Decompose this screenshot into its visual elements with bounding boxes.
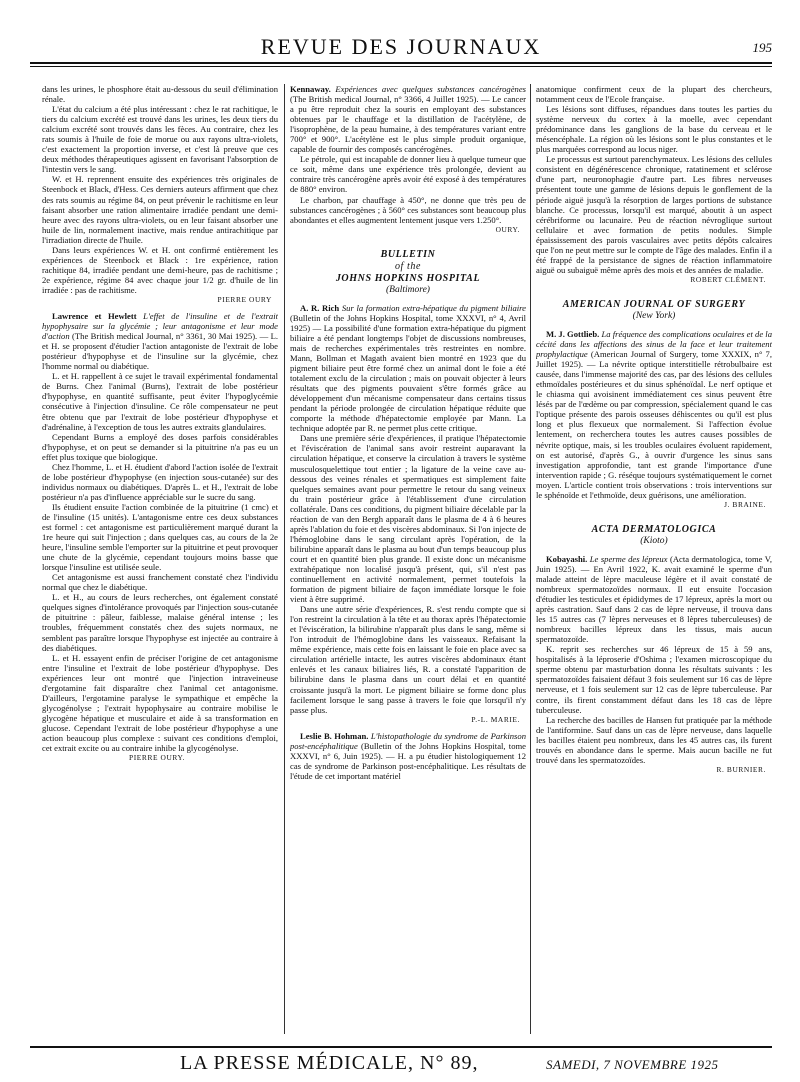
article-authors: M. J. Gottlieb. <box>546 328 600 339</box>
journal-section-title: REVUE DES JOURNAUX <box>260 34 542 59</box>
column-divider <box>530 84 531 1034</box>
paragraph: La recherche des bacilles de Hansen fut pratiquée par la méthode de l'antiformine. Sauf dans un cas de lèpre nerveuse, dans laquelle les bacilles étaient peu nombreux, dans les 45 autres cas, ils furent trouvés en abondance dans le sperme. Mais aucun bacille ne fut trouvé dans les spermatozoïdes. <box>536 714 772 765</box>
article-abstract <box>42 311 278 371</box>
article-abstract <box>290 84 526 154</box>
page-footer <box>30 1046 772 1076</box>
article-body: (Bulletin of the Johns Hopkins Hospital, tome XXXVI, n° 6, Juin 1925). — H. a pu étudier histologiquement 12 cas de syndrome de Parkinson post-encéphalitique. Les résultats de l'étude de cet important matériel <box>290 740 526 781</box>
footer-journal: LA PRESSE MÉDICALE, N° 89, <box>180 1052 479 1074</box>
header-rule <box>30 62 772 64</box>
paragraph: L'état du calcium a été plus intéressant : chez le rat rachitique, le tiers du calcium excrété est trouvé dans les urines, les deux tiers du calcium excrété sont trouvés dans les fèces. Au contraire, chez les rats soumis à l'huile de foie de morue ou aux rayons ultra-violets, c'est exactement la proportion inverse, et c'est là preuve que ces deux méthodes thérapeutiques agissent en favorisant l'absorption de l'intestin vers le sang. <box>42 104 278 175</box>
paragraph: anatomique confirment ceux de la plupart des chercheurs, notamment ceux de l'Ecole française. <box>536 84 772 105</box>
paragraph: Ils étudient ensuite l'action combinée de la pituitrine (1 cmc) et de l'insuline (15 unités). L'antagonisme entre ces deux substances est formel : cet antagonisme est particulièrement marqué durant la 1re heure qui suit l'injection ; dans quelques cas, au cours de la 2e heure, l'insuline semble l'emporter sur la pituitrine et peut provoquer une chute de la glycémie, cependant toujours moins basse que lorsque l'insuline est utilisée seule. <box>42 501 278 573</box>
article-title: L'histopathologie du syndrome de Parkinson post-encéphalitique <box>290 730 526 751</box>
paragraph: L. et H. essayent enfin de préciser l'origine de cet antagonisme entre l'insuline et l'extrait de lobe postérieur d'hypophyse. Des expériences leur ont montré que l'injection intraveineuse d'ergotamine fait disparaître chez l'animal cet antagonisme. D'ailleurs, l'ergotamine paralyse le sympathique et empêche la glycogénolyse ; l'extrait hypophysaire au contraire mobilise le glycogène hépatique et musculaire et aide à sa transformation en glucose. Cependant l'extrait de lobe postérieur d'hypophyse a une action beaucoup plus complexe : suivant ces conditions d'emploi, cet extrait excite ou au contraire inhibe la glycogénolyse. <box>42 652 278 754</box>
article-abstract <box>536 554 772 644</box>
section-city: (Kioto) <box>640 535 668 546</box>
article-body: (The British medical Journal, n° 3361, 30 Mai 1925). — L. et H. se proposent d'étudier l'action antagoniste de l'extrait de lobe postérieur d'hypophyse et de l'insuline sur la glycémie, chez l'homme normal ou diabétique. <box>42 331 278 372</box>
author-signature: PIERRE OURY <box>217 294 272 304</box>
paragraph: Cet antagonisme est aussi franchement constaté chez l'individu normal que chez le diabétique. <box>42 572 278 593</box>
column-2 <box>290 84 526 1044</box>
paragraph: Le charbon, par chauffage à 450°, ne donne que très peu de substances cancérogènes ; à 560° ces substances sont beaucoup plus abondantes et elles augmentent lentement jusque vers 1.250°. <box>290 194 526 225</box>
page-header <box>30 34 772 60</box>
paragraph: Chez l'homme, L. et H. étudient d'abord l'action isolée de l'extrait de lobe postérieur d'hypophyse (en injection sous-cutanée) sur des individus normaux ou diabétiques. D'après L. et H., l'extrait de lobe postérieur n'a pas d'influence appréciable sur le sucre du sang. <box>42 461 278 502</box>
section-heading: ACTA DERMATOLOGICA <box>591 523 717 535</box>
section-city: (New York) <box>632 310 676 321</box>
header-rule-thin <box>30 66 772 67</box>
article-title: Expériences avec quelques substances cancérogènes <box>335 84 526 94</box>
author-signature: R. BURNIER. <box>716 764 766 774</box>
paragraph: Dans leurs expériences W. et H. ont confirmé entièrement les expériences de Steenbock et Black : 1re expérience, ration rachitique 84, irradiée pendant une demi-heure, pas de rachitisme ; 2e expérience, régime 84 avec chaque jour 1/2 gr. d'huile de lin irradiée : pas de rachitisme. <box>42 244 278 295</box>
column-1 <box>42 84 278 1044</box>
paragraph: Les lésions sont diffuses, répandues dans toutes les parties du système nerveux du cortex à la moelle, avec cependant prédominance dans les ganglions de la base du cerveau et le mésencéphale. La région où les lésions sont le plus constantes et le plus marquées correspond au locus niger. <box>536 104 772 155</box>
article-authors: A. R. Rich <box>300 302 340 313</box>
paragraph: Le pétrole, qui est incapable de donner lieu à quelque tumeur que ce soit, même dans une expérience très prolongée, devient au contraire très cancérogène après avoir été exposé à des températures de 880° environ. <box>290 154 526 195</box>
article-title: La fréquence des complications oculaires et de la cécité dans les affections des sinus de la face et leur traitement prophylactique <box>536 328 772 360</box>
section-heading: of the <box>394 260 422 272</box>
paragraph: Dans une autre série d'expériences, R. s'est rendu compte que si l'on restreint la circulation à la tête et au thorax après l'hépatectomie et l'éviscération, la bilirubine n'apparaît plus dans le sang, même si l'on introduit de l'hémoglobine dans les vaisseaux. Refaisant la même expérience, mais cette fois en laissant le foie en place avec sa circulation artérielle intacte, les autres viscères abdominaux étant enlevés et les canaux biliaires liés, R. a constaté l'apparition de bilirubine dans le plasma dans un court délai et en quantité croissante jusqu'à la mort. Le pigment biliaire se forme donc plus facilement lorsque le sang passe à travers le foie que lorsqu'il n'y passe plus. <box>290 604 526 715</box>
article-authors: Kennaway. <box>290 84 331 94</box>
footer-date: SAMEDI, 7 NOVEMBRE 1925 <box>546 1057 719 1072</box>
article-body: (Bulletin of the Johns Hopkins Hospital, tome XXXVI, n° 4, Avril 1925) — La possibilité d'une formation extra-hépatique du pigment biliaire a été pendant longtemps l'objet de discussions nombreuses, mais de recherches expérimentales très restreintes en nombre. Mann, Bollman et Magath avaient bien montré en 1923 que du pigment biliaire peut être formé chez un animal dont le foie a été totalement exclu de la circulation ; mais on pouvait objecter à leurs résultats que des pigments pouvaient s'être formés grâce au développement d'un mécanisme compensateur dans certains tissus pendant la période prolongée de circulation hépatique réduite que comporte la méthode d'hépatectomie employée par Mann. La technique adoptée par R. ne permet plus cette critique. <box>290 312 526 434</box>
article-authors: Kobayashi. <box>546 553 588 564</box>
paragraph: Le processus est surtout parenchymateux. Les lésions des cellules consistent en dégénérescence chronique, ratatinement et sclérose d'une part, neuronophagie d'autre part. Les fibres nerveuses présentent toute une gamme de lésions depuis le gonflement de la période aiguë jusqu'à la résorption de larges portions de substance blanche. Ce processus, lorsqu'il est marqué, aboutit à un aspect cérébriforme ou lacunaire. Peu de réaction névroglique surtout cellulaire et avec formation de petits nodules. Simple épaississement des parois vasculaires avec petits dépôts calcaires que l'on ne peut mettre sur le compte de l'âge des malades. Enfin il a été frappé de la persistance de signes de réaction inflammatoire aiguë ou subaiguë même après des mois et des années de maladie. <box>536 154 772 275</box>
author-signature: P.-L. MARIE. <box>471 714 520 724</box>
article-body: (The British medical Journal, n° 3366, 4 Juillet 1925). — Le cancer a pu être reproduit chez la souris en employant des substances obtenues par le chauffage et la distillation de l'acétylène, de l'isoprophène, de la peau humaine, à des températures variant entre 700° et 900°. L'acétylène est le plus simple produit organique, capable de fournir des composés cancérogènes. <box>290 94 526 155</box>
article-abstract <box>290 303 526 434</box>
paragraph: K. reprit ses recherches sur 46 lépreux de 15 à 59 ans, hospitalisés à la léproserie d'Oshima ; l'examen microscopique du sperme obtenu par masturbation donna les résultats suivants : les spermatozoïdes faisaient défaut 3 fois seulement sur 16 cas de lèpre nerveuse, et 1 fois seulement sur 12 cas de lèpre tuberculeuse. Par contre, ils firent constamment défaut dans les 18 cas de lèpre tuberculeuse. <box>536 644 772 715</box>
paragraph: Dans une première série d'expériences, il pratique l'hépatectomie et l'éviscération de l'animal sans avoir restreint auparavant la circulation hépatique, et conserve la circulation à travers le système musculosquelettique tout entier ; la ligature de la veine cave au-dessous des veines rénales et spermatiques est simplement faite quelques semaines avant pour permettre le retour du sang veineux du train postérieur grâce à l'établissement d'une circulation collatérale. Dans ces conditions, du pigment biliaire décelable par la réaction de van den Bergh apparaît dans le plasma de 4 à 6 heures après l'ablation du foie et des viscères abdominaux. Si l'on injecte de l'hémoglobine dans le sang circulant après l'opération, de la bilirubine apparaît dans le plasma au bout d'un temps beaucoup plus court et en quantité bien plus grande. Il existe donc un mécanisme extrahépatique non localisé jusqu'à présent, qui, s'il n'est pas continuellement en activité normalement, permet toutefois la formation de pigment biliaire de façon immédiate lorsque le foie vient à être supprimé. <box>290 433 526 605</box>
article-title: L'effet de l'insuline et de l'extrait hypophysaire sur la glycémie ; leur antagonisme et leur mode d'action <box>42 311 278 342</box>
column-3 <box>536 84 772 1044</box>
section-heading: JOHNS HOPKINS HOSPITAL <box>335 272 481 284</box>
author-signature: OURY. <box>495 224 520 234</box>
page-number: 195 <box>752 40 772 55</box>
paragraph: Cependant Burns a employé des doses parfois considérables d'hypophyse, et on peut se demander si la pituitrine n'a pas eu un effet plus toxique que biologique. <box>42 431 278 462</box>
column-divider <box>284 84 285 1034</box>
article-title: Sur la formation extra-hépatique du pigment biliaire <box>341 302 526 313</box>
section-heading: BULLETIN <box>380 248 436 260</box>
paragraph: L. et H. rappellent à ce sujet le travail expérimental fondamental de Burns. Chez l'animal (Burns), l'extrait de lobe postérieur d'hypophyse, en quantité suffisante, peut éviter l'hypoglycémie consécutive à l'injection d'insuline. Ce rôle compensateur ne peut être obtenu que par l'extrait de lobe postérieur d'hypophyse et d'adrénaline, à l'exception de tous les autres extraits glandulaires. <box>42 371 278 432</box>
paragraph: L. et H., au cours de leurs recherches, ont également constaté quelques signes d'intolérance provoqués par l'injection sous-cutanée de pituitrine : pâleur, faiblesse, malaise général intense ; les troubles, fréquemment constatés chez des sujets normaux, ne semblent pas paraître lorsque l'hypophyse est injectée au contraire à des diabétiques. <box>42 592 278 653</box>
section-city: (Baltimore) <box>386 284 430 295</box>
paragraph: W. et H. reprennent ensuite des expériences très originales de Steenbock et Black, d'Hess. Ces derniers auteurs affirment que chez des rats soumis au régime 84, on peut prévenir le rachitisme en leur faisant absorber une ration alimentaire irradiée pendant une demi-heure avec des rayons ultra-violets, ou en leur faisant absorber une huile de lin, normalement inactive, mais rendue antirachitique par l'irradiation directe de l'huile. <box>42 174 278 245</box>
article-body: (American Journal of Surgery, tome XXXIX, n° 7, Juillet 1925). — La névrite optique interstitielle rétrobulbaire est causée, dans l'immense majorité des cas, par des lésions des cellules ethmoïdales postérieures et du sinus sphénoïdal. Le nerf optique et le chiasma qui avoisinent immédiatement ces sinus peuvent être lésés par de l'œdème ou par compression, spécialement quand le cas l'optique présente des parois osseuses déhiscentes ou qu'il est plus long et plus flexueux que normalement. Si l'affection évolue lentement, on rechercherа toutes les autres causes possibles de névrite optique, mais, si les troubles oculaires évoluent rapidement, on est autorisé, d'après G., à ouvrir d'urgence les sinus sans investigation approfondie, tant est grande l'importance d'une intervention rapide ; G. réséque toujours systématiquement le cornet moyen. L'article contient trois observations : trois interventions sur le sphénoïde et l'ethmoïde, deux guérisons, une amélioration. <box>536 349 772 500</box>
author-signature: ROBERT CLÉMENT. <box>690 274 766 284</box>
paragraph: dans les urines, le phosphore était au-dessous du seuil d'élimination rénale. <box>42 84 278 105</box>
article-authors: Lawrence et Hewlett <box>52 311 137 322</box>
article-body: (Acta dermatologica, tome V, Juin 1925). — En Avril 1922, K. avait examiné le sperme d'un malade atteint de lèpre maculeuse légère et il avait constaté de nombreux spermatozoïdes normaux. Il eut ensuite l'occasion d'étudier les testicules et épididymes de 17 lépreux, après la mort ou après castration. Sauf dans 2 cas de lèpre nerveuse, il trouva dans les 15 autres cas (7 lèpres nerveuses et 8 lèpres tuberculeuses) de nombreux bacilles lépreux dans les tissus, mais aucun spermatozoïde. <box>536 553 772 645</box>
article-abstract <box>290 731 526 781</box>
author-signature: J. BRAINE. <box>724 499 766 509</box>
article-title: Le sperme des lépreux <box>589 553 668 564</box>
author-signature: PIERRE OURY. <box>129 753 185 763</box>
article-abstract <box>536 329 772 500</box>
section-heading: AMERICAN JOURNAL OF SURGERY <box>562 298 746 310</box>
article-authors: Leslie B. Hohman. <box>300 730 369 741</box>
